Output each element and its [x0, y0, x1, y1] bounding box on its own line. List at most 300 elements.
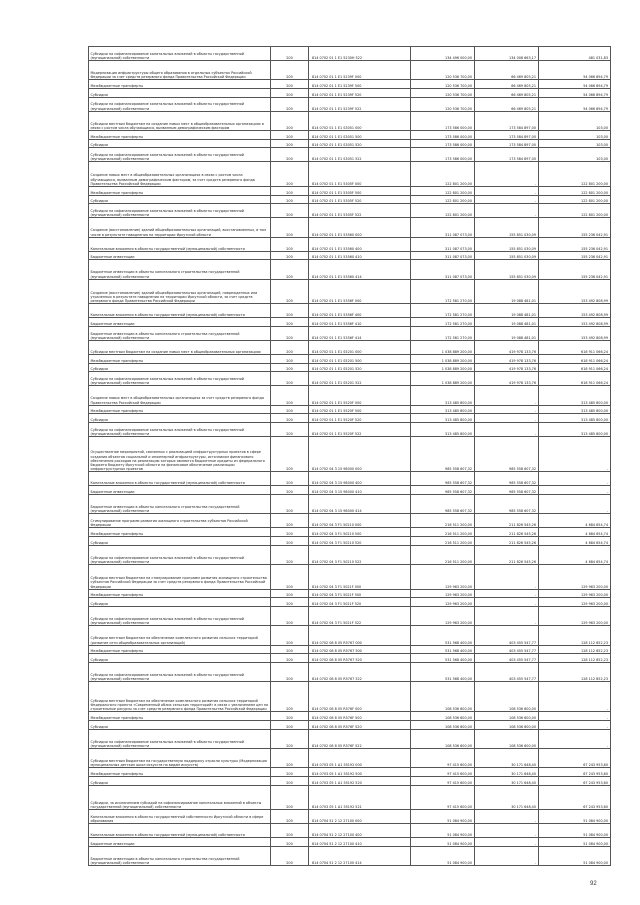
- table-row: [89, 721, 611, 730]
- row-approved-cell: 1 038 889 200,00: [410, 341, 474, 355]
- row-code-cell: 200: [271, 537, 309, 546]
- row-name-cell: Субсидии местным бюджетам на стимулирование программ развития жилищного строительства субъектов Российской Федерации за счет средств резервного фонда Правительства Российской Федерации: [89, 565, 271, 590]
- row-executed-cell: 30 171 648,40: [474, 768, 538, 777]
- row-unexecuted-cell: 51 084 900,00: [538, 810, 610, 824]
- row-approved-cell: 122 801 200,00: [410, 187, 474, 196]
- table-row: [89, 148, 611, 162]
- row-approved-cell: 311 087 073,00: [410, 251, 474, 260]
- row-unexecuted-cell: 129 963 200,00: [538, 589, 610, 598]
- table-row: [89, 327, 611, 341]
- row-unexecuted-cell: 313 485 800,00: [538, 414, 610, 423]
- table-row: [89, 528, 611, 537]
- row-executed-cell: 173 584 897,00: [474, 111, 538, 130]
- row-executed-cell: 66 469 805,21: [474, 61, 538, 80]
- table-row: [89, 495, 611, 514]
- row-executed-cell: 30 171 648,40: [474, 749, 538, 768]
- row-unexecuted-cell: 122 801 200,00: [538, 204, 610, 218]
- table-row: [89, 810, 611, 824]
- row-kbk-cell: 814 0702 01 1 E1 S3051 522: [309, 148, 411, 162]
- row-approved-cell: 531 568 400,00: [410, 626, 474, 645]
- row-kbk-cell: 814 0702 01 1 E1 53560 000: [309, 218, 411, 237]
- row-code-cell: 200: [271, 626, 309, 645]
- row-kbk-cell: 814 0702 04 3 F1 50210 522: [309, 545, 411, 564]
- table-row: [89, 372, 611, 386]
- row-name-cell: Бюджетные инвестиции: [89, 838, 271, 847]
- row-executed-cell: -: [474, 414, 538, 423]
- row-name-cell: Субсидии: [89, 537, 271, 546]
- row-name-cell: Субсидии на софинансирование капитальных вложений в объекты государственной (муниципальной) собственности: [89, 97, 271, 111]
- row-approved-cell: 51 084 900,00: [410, 824, 474, 838]
- row-executed-cell: 985 558 607,32: [474, 437, 538, 472]
- row-name-cell: Субсидии: [89, 363, 271, 372]
- table-row: [89, 80, 611, 89]
- table-row: [89, 838, 611, 847]
- table-row: [89, 187, 611, 196]
- table-row: [89, 414, 611, 423]
- row-code-cell: 200: [271, 486, 309, 495]
- row-executed-cell: 403 455 547,77: [474, 654, 538, 663]
- row-code-cell: 200: [271, 89, 309, 98]
- row-approved-cell: 120 536 700,00: [410, 89, 474, 98]
- row-executed-cell: 211 826 545,26: [474, 545, 538, 564]
- row-name-cell: Межбюджетные трансферты: [89, 355, 271, 364]
- row-executed-cell: 155 851 030,09: [474, 251, 538, 260]
- row-kbk-cell: 814 0702 01 1 E1 53560 400: [309, 237, 411, 251]
- row-approved-cell: 173 586 000,00: [410, 131, 474, 140]
- table-row: [89, 423, 611, 437]
- table-row: [89, 626, 611, 645]
- row-executed-cell: 985 558 607,32: [474, 472, 538, 486]
- row-kbk-cell: 814 0702 04 3 F1 50210 520: [309, 537, 411, 546]
- row-executed-cell: 30 171 648,40: [474, 777, 538, 786]
- row-executed-cell: 30 171 648,40: [474, 785, 538, 810]
- row-code-cell: 200: [271, 279, 309, 304]
- row-name-cell: Модернизация инфраструктуры общего образования в отдельных субъектах Российской Федерации за счет средств резервного фонда Правительства Российской Федерации: [89, 61, 271, 80]
- row-approved-cell: 172 581 270,00: [410, 318, 474, 327]
- row-code-cell: 200: [271, 139, 309, 148]
- row-name-cell: Субсидии: [89, 721, 271, 730]
- row-name-cell: Субсидии: [89, 777, 271, 786]
- row-unexecuted-cell: 618 911 066,24: [538, 355, 610, 364]
- row-name-cell: Капитальные вложения в объекты государственной (муниципальной) собственности: [89, 237, 271, 251]
- table-row: [89, 565, 611, 590]
- row-name-cell: Субсидии местным бюджетам на государственную поддержку отрасли культуры (Модернизация муниципальных детских школ искусств по видам искусств): [89, 749, 271, 768]
- row-kbk-cell: 814 0702 01 1 E1 53560 410: [309, 251, 411, 260]
- row-name-cell: Межбюджетные трансферты: [89, 187, 271, 196]
- row-approved-cell: 216 511 200,00: [410, 537, 474, 546]
- row-approved-cell: 51 084 900,00: [410, 847, 474, 866]
- row-executed-cell: 108 536 600,00: [474, 682, 538, 712]
- table-row: [89, 645, 611, 654]
- table-row: [89, 847, 611, 866]
- row-name-cell: Субсидии на софинансирование капитальных вложений в объекты государственной (муниципальной) собственности: [89, 372, 271, 386]
- row-name-cell: Межбюджетные трансферты: [89, 645, 271, 654]
- table-row: [89, 111, 611, 130]
- row-code-cell: 200: [271, 847, 309, 866]
- row-name-cell: Субсидии местным бюджетам на создание новых мест в общеобразовательных организациях: [89, 341, 271, 355]
- row-approved-cell: 134 496 000,00: [410, 47, 474, 61]
- row-unexecuted-cell: -: [538, 712, 610, 721]
- row-executed-cell: 173 584 897,00: [474, 139, 538, 148]
- row-kbk-cell: 814 0702 04 3 15 98000 000: [309, 437, 411, 472]
- row-name-cell: Бюджетные инвестиции в объекты капитального строительства государственной (муниципальной) собственности: [89, 260, 271, 279]
- row-approved-cell: 108 536 600,00: [410, 729, 474, 748]
- row-kbk-cell: 814 0703 05 1 A1 55192 521: [309, 785, 411, 810]
- row-code-cell: 200: [271, 204, 309, 218]
- row-executed-cell: 985 558 607,32: [474, 495, 538, 514]
- row-unexecuted-cell: 67 243 953,60: [538, 768, 610, 777]
- row-executed-cell: 403 455 547,77: [474, 626, 538, 645]
- row-unexecuted-cell: 129 963 200,00: [538, 607, 610, 626]
- row-unexecuted-cell: 481 031,83: [538, 47, 610, 61]
- row-executed-cell: 66 469 805,21: [474, 80, 538, 89]
- row-code-cell: 200: [271, 97, 309, 111]
- row-unexecuted-cell: 129 963 200,00: [538, 598, 610, 607]
- table-row: [89, 712, 611, 721]
- row-unexecuted-cell: 313 485 800,00: [538, 386, 610, 405]
- row-approved-cell: 216 511 200,00: [410, 528, 474, 537]
- table-row: [89, 598, 611, 607]
- row-unexecuted-cell: 313 485 800,00: [538, 423, 610, 437]
- row-code-cell: 200: [271, 355, 309, 364]
- row-approved-cell: 172 581 270,00: [410, 327, 474, 341]
- row-unexecuted-cell: 54 066 894,79: [538, 97, 610, 111]
- row-executed-cell: 134 008 663,17: [474, 47, 538, 61]
- row-name-cell: Бюджетные инвестиции в объекты капитального строительства государственной (муниципальной) собственности: [89, 495, 271, 514]
- row-name-cell: Бюджетные инвестиции: [89, 318, 271, 327]
- row-executed-cell: -: [474, 162, 538, 187]
- row-kbk-cell: 814 0702 08 8 05 R576F 500: [309, 712, 411, 721]
- row-executed-cell: 66 469 805,21: [474, 97, 538, 111]
- row-unexecuted-cell: 67 243 953,60: [538, 785, 610, 810]
- row-code-cell: 200: [271, 237, 309, 251]
- row-code-cell: 200: [271, 80, 309, 89]
- table-row: [89, 729, 611, 748]
- table-row: [89, 514, 611, 528]
- row-code-cell: 200: [271, 47, 309, 61]
- row-kbk-cell: 814 0702 04 3 15 98000 410: [309, 486, 411, 495]
- row-approved-cell: 1 038 889 200,00: [410, 363, 474, 372]
- row-approved-cell: 108 536 600,00: [410, 721, 474, 730]
- table-row: [89, 437, 611, 472]
- row-executed-cell: 19 088 481,01: [474, 279, 538, 304]
- row-approved-cell: 311 087 073,00: [410, 260, 474, 279]
- row-kbk-cell: 814 0702 01 1 E1 5356F 400: [309, 304, 411, 318]
- row-unexecuted-cell: 128 112 852,23: [538, 626, 610, 645]
- row-approved-cell: 311 087 073,00: [410, 237, 474, 251]
- row-kbk-cell: 814 0702 01 1 E1 5305F 000: [309, 162, 411, 187]
- row-executed-cell: 173 584 897,00: [474, 148, 538, 162]
- row-kbk-cell: 814 0702 04 3 15 98000 400: [309, 472, 411, 486]
- table-row: [89, 663, 611, 682]
- table-row: [89, 204, 611, 218]
- row-approved-cell: 1 038 889 200,00: [410, 355, 474, 364]
- row-approved-cell: 108 536 600,00: [410, 712, 474, 721]
- row-approved-cell: 985 558 607,32: [410, 495, 474, 514]
- table-row: [89, 162, 611, 187]
- row-unexecuted-cell: 122 801 200,00: [538, 187, 610, 196]
- row-approved-cell: 531 568 400,00: [410, 645, 474, 654]
- row-name-cell: Бюджетные инвестиции в объекты капитального строительства государственной (муниципальной) собственности: [89, 847, 271, 866]
- row-executed-cell: -: [474, 565, 538, 590]
- row-unexecuted-cell: 128 112 852,23: [538, 654, 610, 663]
- table-row: [89, 749, 611, 768]
- row-kbk-cell: 814 0702 04 3 F1 5021F 000: [309, 565, 411, 590]
- row-unexecuted-cell: 51 084 900,00: [538, 838, 610, 847]
- row-name-cell: Создание новых мест в общеобразовательных организациях за счет средств резервного фонда Правительства Российской Федерации: [89, 386, 271, 405]
- row-name-cell: Субсидии на софинансирование капитальных вложений в объекты государственной (муниципальной) собственности: [89, 148, 271, 162]
- row-unexecuted-cell: 122 801 200,00: [538, 195, 610, 204]
- row-unexecuted-cell: 153 492 808,99: [538, 318, 610, 327]
- row-code-cell: 200: [271, 218, 309, 237]
- row-unexecuted-cell: 618 911 066,24: [538, 372, 610, 386]
- row-name-cell: Межбюджетные трансферты: [89, 131, 271, 140]
- row-code-cell: 200: [271, 654, 309, 663]
- row-code-cell: 200: [271, 414, 309, 423]
- row-approved-cell: 313 485 800,00: [410, 405, 474, 414]
- row-name-cell: Межбюджетные трансферты: [89, 405, 271, 414]
- row-approved-cell: 97 415 600,00: [410, 785, 474, 810]
- row-executed-cell: -: [474, 589, 538, 598]
- row-code-cell: 200: [271, 363, 309, 372]
- row-name-cell: Бюджетные инвестиции: [89, 486, 271, 495]
- row-kbk-cell: 814 0702 08 8 05 R576F 000: [309, 682, 411, 712]
- budget-execution-table: [88, 46, 611, 866]
- row-unexecuted-cell: -: [538, 682, 610, 712]
- row-executed-cell: -: [474, 810, 538, 824]
- row-code-cell: 200: [271, 372, 309, 386]
- table-row: [89, 195, 611, 204]
- row-code-cell: 200: [271, 423, 309, 437]
- row-approved-cell: 129 963 200,00: [410, 589, 474, 598]
- row-executed-cell: 19 088 481,01: [474, 327, 538, 341]
- row-unexecuted-cell: 155 236 042,91: [538, 251, 610, 260]
- row-approved-cell: 172 581 270,00: [410, 304, 474, 318]
- row-unexecuted-cell: -: [538, 472, 610, 486]
- row-kbk-cell: 814 0702 01 1 E1 S3051 500: [309, 131, 411, 140]
- row-executed-cell: 211 826 545,26: [474, 537, 538, 546]
- row-unexecuted-cell: 4 684 654,74: [538, 514, 610, 528]
- row-kbk-cell: 814 0702 01 1 E1 5356F 414: [309, 327, 411, 341]
- row-name-cell: Субсидии на софинансирование капитальных вложений в объекты государственной (муниципальной) собственности: [89, 204, 271, 218]
- table-row: [89, 237, 611, 251]
- row-executed-cell: -: [474, 824, 538, 838]
- row-code-cell: 200: [271, 495, 309, 514]
- row-approved-cell: 313 485 800,00: [410, 414, 474, 423]
- row-unexecuted-cell: 51 084 900,00: [538, 824, 610, 838]
- row-name-cell: Субсидии: [89, 89, 271, 98]
- row-executed-cell: -: [474, 847, 538, 866]
- row-approved-cell: 120 536 700,00: [410, 97, 474, 111]
- row-approved-cell: 216 511 200,00: [410, 514, 474, 528]
- row-name-cell: Субсидии местным бюджетам на создание новых мест в общеобразовательных организациях в связи с ростом числа обучающихся, вызванным демографическим фактором: [89, 111, 271, 130]
- row-code-cell: 200: [271, 327, 309, 341]
- row-code-cell: 200: [271, 645, 309, 654]
- row-code-cell: 200: [271, 131, 309, 140]
- table-row: [89, 260, 611, 279]
- table-row: [89, 47, 611, 61]
- row-kbk-cell: 814 0702 01 1 E1 5356F 000: [309, 279, 411, 304]
- row-approved-cell: 129 963 200,00: [410, 598, 474, 607]
- row-name-cell: Субсидии на софинансирование капитальных вложений в объекты государственной (муниципальной) собственности: [89, 607, 271, 626]
- row-name-cell: Межбюджетные трансферты: [89, 712, 271, 721]
- row-kbk-cell: 814 0702 08 8 05 R576F 522: [309, 729, 411, 748]
- table-row: [89, 785, 611, 810]
- row-name-cell: Межбюджетные трансферты: [89, 589, 271, 598]
- table-row: [89, 386, 611, 405]
- row-approved-cell: 173 586 000,00: [410, 139, 474, 148]
- row-kbk-cell: 814 0704 51 2 12 27100 410: [309, 838, 411, 847]
- row-kbk-cell: 814 0702 01 1 E1 S3051 520: [309, 139, 411, 148]
- row-approved-cell: 122 801 200,00: [410, 195, 474, 204]
- table-row: [89, 218, 611, 237]
- row-approved-cell: 97 415 600,00: [410, 768, 474, 777]
- table-row: [89, 61, 611, 80]
- row-name-cell: Бюджетные инвестиции в объекты капитального строительства государственной (муниципальной) собственности: [89, 327, 271, 341]
- row-unexecuted-cell: 155 236 042,91: [538, 218, 610, 237]
- budget-table-sheet: [88, 46, 608, 866]
- row-code-cell: 200: [271, 260, 309, 279]
- row-kbk-cell: 814 0702 01 1 E1 5230Н 522: [309, 47, 411, 61]
- row-code-cell: 200: [271, 187, 309, 196]
- row-name-cell: Межбюджетные трансферты: [89, 528, 271, 537]
- row-approved-cell: 51 084 900,00: [410, 810, 474, 824]
- row-executed-cell: -: [474, 423, 538, 437]
- row-unexecuted-cell: -: [538, 486, 610, 495]
- row-kbk-cell: 814 0702 01 1 E1 5520F 000: [309, 386, 411, 405]
- row-name-cell: Межбюджетные трансферты: [89, 80, 271, 89]
- row-unexecuted-cell: 618 911 066,24: [538, 341, 610, 355]
- row-code-cell: 200: [271, 195, 309, 204]
- row-executed-cell: 155 851 030,09: [474, 218, 538, 237]
- row-kbk-cell: 814 0702 01 1 E1 5239F 000: [309, 61, 411, 80]
- row-name-cell: Капитальные вложения в объекты государственной (муниципальной) собственности: [89, 824, 271, 838]
- row-code-cell: 200: [271, 405, 309, 414]
- row-executed-cell: -: [474, 405, 538, 414]
- table-row: [89, 768, 611, 777]
- row-name-cell: Субсидии: [89, 195, 271, 204]
- row-kbk-cell: 814 0702 01 1 E1 5305F 522: [309, 204, 411, 218]
- row-kbk-cell: 814 0702 01 1 E1 S5201 500: [309, 355, 411, 364]
- row-executed-cell: 66 469 805,21: [474, 89, 538, 98]
- row-unexecuted-cell: 128 112 852,23: [538, 663, 610, 682]
- row-approved-cell: 173 586 000,00: [410, 148, 474, 162]
- row-kbk-cell: 814 0702 04 3 15 98000 414: [309, 495, 411, 514]
- row-kbk-cell: 814 0702 04 3 F1 5021F 522: [309, 607, 411, 626]
- table-row: [89, 304, 611, 318]
- row-approved-cell: 172 581 270,00: [410, 279, 474, 304]
- row-approved-cell: 985 558 607,32: [410, 486, 474, 495]
- table-row: [89, 355, 611, 364]
- row-unexecuted-cell: 313 485 800,00: [538, 405, 610, 414]
- table-row: [89, 89, 611, 98]
- row-approved-cell: 120 536 700,00: [410, 80, 474, 89]
- table-row: [89, 405, 611, 414]
- row-approved-cell: 313 485 800,00: [410, 386, 474, 405]
- row-kbk-cell: 814 0702 08 8 05 R5767 520: [309, 654, 411, 663]
- row-name-cell: Субсидии на софинансирование капитальных вложений в объекты государственной (муниципальной) собственности: [89, 423, 271, 437]
- row-code-cell: 200: [271, 61, 309, 80]
- table-row: [89, 279, 611, 304]
- row-name-cell: Бюджетные инвестиции: [89, 251, 271, 260]
- row-code-cell: 200: [271, 528, 309, 537]
- table-row: [89, 97, 611, 111]
- row-code-cell: 200: [271, 386, 309, 405]
- row-code-cell: 200: [271, 589, 309, 598]
- row-approved-cell: 531 568 400,00: [410, 654, 474, 663]
- row-kbk-cell: 814 0703 05 1 A1 55192 000: [309, 749, 411, 768]
- row-kbk-cell: 814 0702 04 3 F1 5021F 520: [309, 598, 411, 607]
- row-approved-cell: 216 511 200,00: [410, 545, 474, 564]
- table-row: [89, 682, 611, 712]
- row-executed-cell: 403 455 547,77: [474, 663, 538, 682]
- row-unexecuted-cell: 4 684 654,74: [538, 537, 610, 546]
- row-name-cell: Субсидии: [89, 139, 271, 148]
- row-code-cell: 200: [271, 304, 309, 318]
- row-executed-cell: 108 536 600,00: [474, 712, 538, 721]
- row-unexecuted-cell: 4 684 654,74: [538, 528, 610, 537]
- row-code-cell: 200: [271, 514, 309, 528]
- table-row: [89, 537, 611, 546]
- row-executed-cell: 211 826 545,26: [474, 528, 538, 537]
- row-unexecuted-cell: 153 492 808,99: [538, 279, 610, 304]
- row-name-cell: Субсидии: [89, 598, 271, 607]
- row-name-cell: Создание (восстановление) зданий общеобразовательных организаций, поврежденных или утраченных в результате наводнения на территории Иркутской области, за счет средств резервного фонда Правительства Российской Федерации: [89, 279, 271, 304]
- row-code-cell: 200: [271, 148, 309, 162]
- row-kbk-cell: 814 0702 01 1 E1 S5201 520: [309, 363, 411, 372]
- page-number: 92: [590, 881, 597, 887]
- row-unexecuted-cell: 153 492 808,99: [538, 304, 610, 318]
- row-executed-cell: -: [474, 187, 538, 196]
- row-kbk-cell: 814 0702 01 1 E1 5239F 500: [309, 80, 411, 89]
- row-code-cell: 200: [271, 810, 309, 824]
- row-executed-cell: -: [474, 598, 538, 607]
- row-code-cell: 200: [271, 824, 309, 838]
- row-unexecuted-cell: 155 236 042,91: [538, 237, 610, 251]
- row-kbk-cell: 814 0704 51 2 12 27100 000: [309, 810, 411, 824]
- row-name-cell: Осуществление мероприятий, связанных с реализацией инфраструктурных проектов в сфере создания объектов социальной и инженерной инфраструктуры, источником финансового обеспечения расходов на реализацию которых являются бюджетные кредиты из федерального бюджета бюджету Иркутской области на финансовое обеспечение реализации инфраструктурных проектов: [89, 437, 271, 472]
- row-name-cell: Субсидии: [89, 414, 271, 423]
- row-unexecuted-cell: 103,00: [538, 139, 610, 148]
- row-kbk-cell: 814 0703 05 1 A1 55192 520: [309, 777, 411, 786]
- row-executed-cell: -: [474, 386, 538, 405]
- row-unexecuted-cell: 122 801 200,00: [538, 162, 610, 187]
- row-name-cell: Создание новых мест в общеобразовательных организациях в связи с ростом числа обучающихся, вызванным демографическим фактором, за счет средств резервного фонда Правительства Российской Федерации: [89, 162, 271, 187]
- row-unexecuted-cell: 54 066 894,79: [538, 80, 610, 89]
- row-name-cell: Стимулирование программ развития жилищного строительства субъектов Российской Федерации: [89, 514, 271, 528]
- table-row: [89, 318, 611, 327]
- table-row: [89, 607, 611, 626]
- row-approved-cell: 97 415 600,00: [410, 749, 474, 768]
- row-code-cell: 200: [271, 437, 309, 472]
- row-code-cell: 200: [271, 712, 309, 721]
- row-unexecuted-cell: 4 684 654,74: [538, 545, 610, 564]
- row-name-cell: Создание (восстановление) зданий общеобразовательных организаций, восстановленных, в том числе в результате наводнения на территории Иркутской области: [89, 218, 271, 237]
- row-executed-cell: 419 978 133,76: [474, 363, 538, 372]
- row-code-cell: 200: [271, 341, 309, 355]
- table-row: [89, 363, 611, 372]
- row-executed-cell: -: [474, 838, 538, 847]
- row-kbk-cell: 814 0702 01 1 E1 5520F 522: [309, 423, 411, 437]
- row-executed-cell: -: [474, 204, 538, 218]
- row-name-cell: Субсидии местным бюджетам на обеспечение комплексного развития сельских территорий Федерального проекта «Современный облик сельских территорий» в связи с увеличением цен на строительные ресурсы за счет средств резервного фонда Правительства Российской Федерации: [89, 682, 271, 712]
- row-approved-cell: 311 087 073,00: [410, 218, 474, 237]
- row-code-cell: 200: [271, 111, 309, 130]
- row-unexecuted-cell: 103,00: [538, 111, 610, 130]
- row-kbk-cell: 814 0702 01 1 E1 5356F 410: [309, 318, 411, 327]
- table-row: [89, 589, 611, 598]
- row-code-cell: 200: [271, 777, 309, 786]
